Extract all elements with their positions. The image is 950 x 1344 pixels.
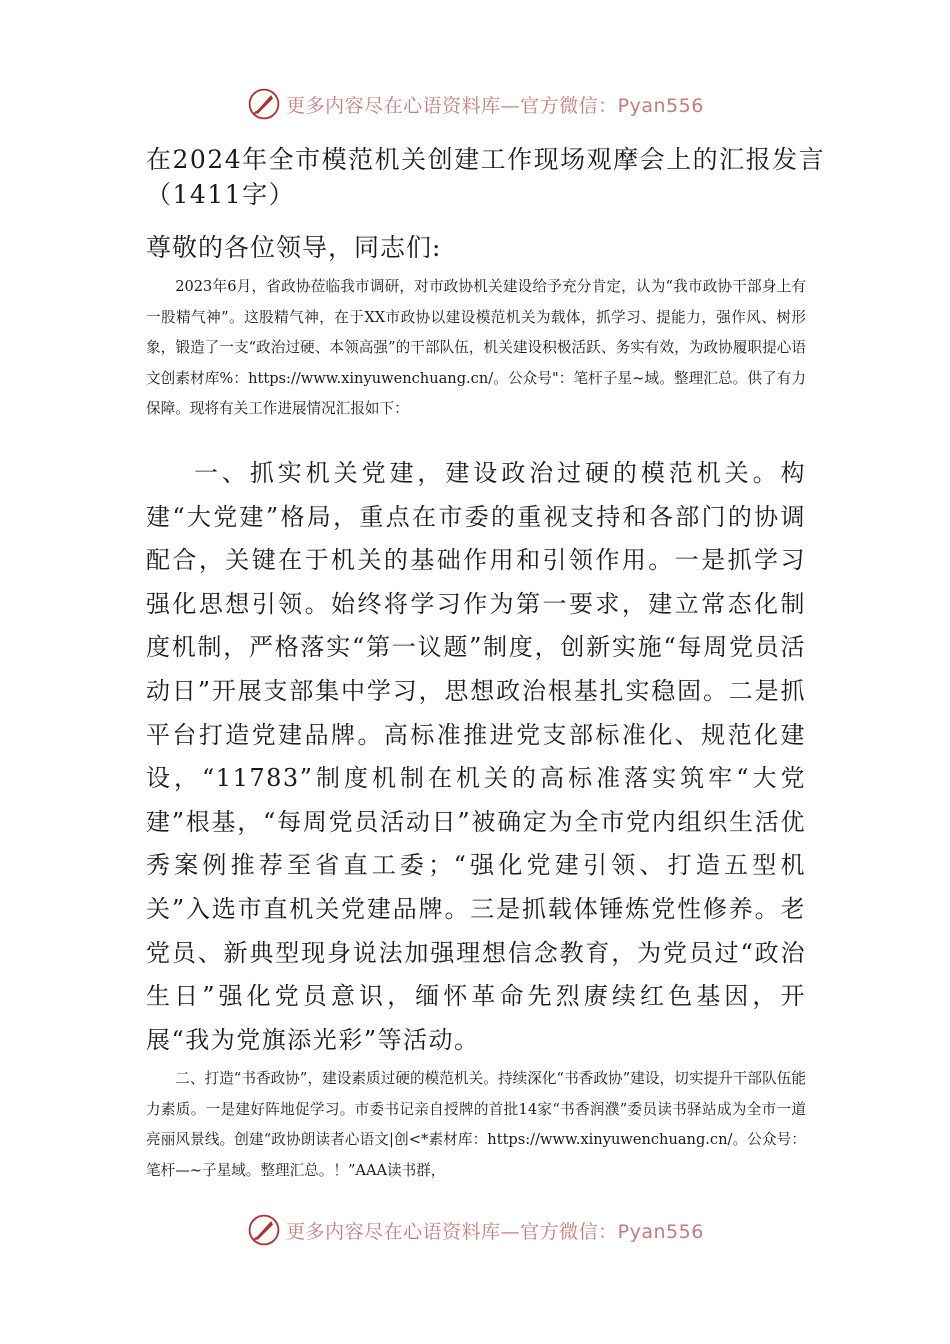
paragraph-section-two: 二、打造“书香政协”，建设素质过硬的模范机关。持续深化“书香政协”建设，切实提升干部队伍能力素质。一是建好阵地促学习。市委书记亲自授牌的首批14家“书香润濮”委员读书驿站成为全市一道亮丽风景线。创建“政协朗读者心语文|创<*素材库：https://www.xinyuwenchuang.cn/。公众号：笔杆—~子星域。整理汇总。！”AAA读书群， — [146, 1070, 806, 1179]
quill-logo-icon — [246, 1212, 282, 1248]
header-banner — [0, 82, 950, 126]
wechat-id: Pyan556 — [617, 94, 704, 117]
wechat-id: Pyan556 — [617, 1220, 704, 1243]
footer-banner — [0, 1208, 950, 1252]
banner-text: 更多内容尽在心语资料库—官方微信：Pyan556 — [286, 1220, 704, 1243]
banner-text: 更多内容尽在心语资料库—官方微信：Pyan556 — [286, 94, 704, 117]
quill-logo-icon — [246, 86, 282, 122]
document-title: 在2024年全市模范机关创建工作现场观摩会上的汇报发言（1411字） — [146, 145, 826, 209]
paragraph-intro: 2023年6月，省政协莅临我市调研，对市政协机关建设给予充分肯定，认为“我市政协干部身上有一股精气神”。这股精气神，在于XX市政协以建设模范机关为载体，抓学习、提能力，强作风、树形象，锻造了一支“政治过硬、本领高强”的干部队伍，机关建设积极活跃、务实有效，为政协履职提心语文创素材库%：https://www.xinyuwenchuang.cn/。公众号"：笔杆子星~域。整理汇总。供了有力保障。现将有关工作进展情况汇报如下： — [146, 278, 806, 417]
greeting: 尊敬的各位领导，同志们: — [146, 233, 442, 262]
paragraph-section-one: 一、抓实机关党建，建设政治过硬的模范机关。构建“大党建”格局，重点在市委的重视支持和各部门的协调配合，关键在于机关的基础作用和引领作用。一是抓学习强化思想引领。始终将学习作为第一要求，建立常态化制度机制，严格落实“第一议题”制度，创新实施“每周党员活动日”开展支部集中学习，思想政治根基扎实稳固。二是抓平台打造党建品牌。高标准推进党支部标准化、规范化建设，“11783”制度机制在机关的高标准落实筑牢“大党建”根基，“每周党员活动日”被确定为全市党内组织生活优秀案例推荐至省直工委；“强化党建引领、打造五型机关”入选市直机关党建品牌。三是抓载体锤炼党性修养。老党员、新典型现身说法加强理想信念教育，为党员过“政治生日”强化党员意识，缅怀革命先烈赓续红色基因，开展“我为党旗添光彩”等活动。 — [146, 459, 806, 1054]
